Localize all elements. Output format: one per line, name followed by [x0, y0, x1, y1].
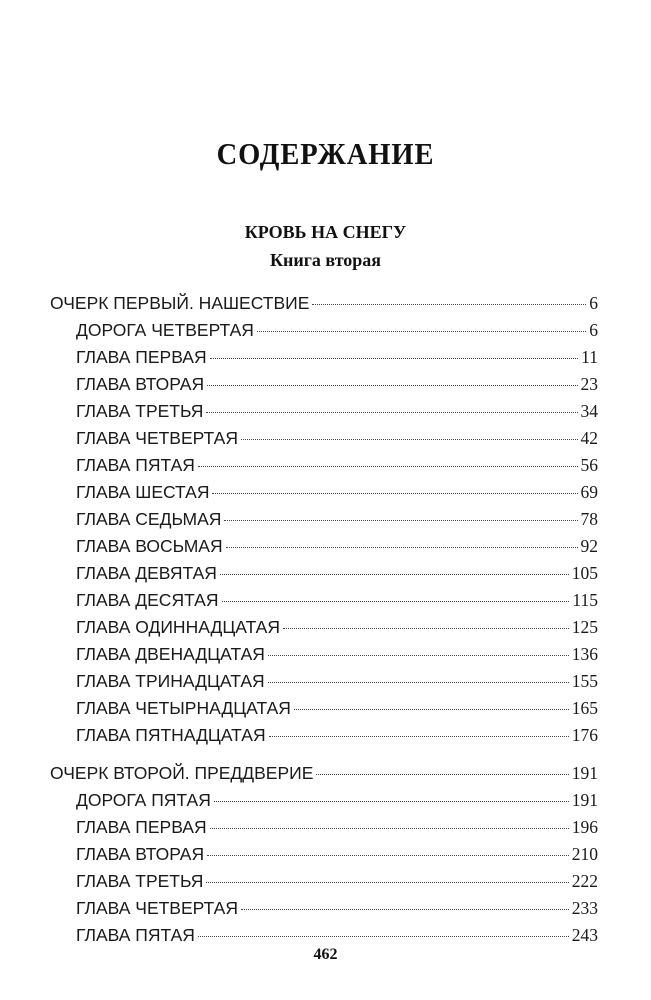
dot-leader	[312, 303, 586, 305]
toc-chapter-entry[interactable]	[50, 841, 598, 868]
dot-leader	[241, 908, 569, 910]
toc-entry-page: 165	[571, 698, 598, 718]
toc-entry-title: ГЛАВА ВТОРАЯ	[76, 844, 205, 864]
toc-chapter-entry[interactable]	[50, 425, 598, 452]
toc-chapter-entry[interactable]	[50, 868, 598, 895]
toc-chapter-entry[interactable]	[50, 722, 598, 749]
toc-chapter-entry[interactable]	[50, 587, 598, 614]
toc-entry-page: 69	[580, 482, 598, 502]
toc-chapter-entry[interactable]	[50, 895, 598, 922]
toc-chapter-entry[interactable]	[50, 814, 598, 841]
toc-entry-title: ОЧЕРК ВТОРОЙ. ПРЕДДВЕРИЕ	[50, 763, 314, 783]
toc-chapter-entry[interactable]	[50, 695, 598, 722]
dot-leader	[207, 854, 569, 856]
table-of-contents	[50, 290, 598, 949]
toc-entry-page: 136	[571, 644, 598, 664]
page-title: СОДЕРЖАНИЕ	[216, 136, 435, 171]
dot-leader	[198, 935, 569, 937]
toc-entry-title: ГЛАВА ЧЕТВЕРТАЯ	[76, 428, 238, 448]
toc-entry-page: 222	[571, 871, 598, 891]
toc-entry-page: 6	[589, 293, 598, 313]
toc-entry-title: ГЛАВА ВТОРАЯ	[76, 374, 205, 394]
toc-chapter-entry[interactable]	[50, 533, 598, 560]
toc-entry-title: ГЛАВА ДЕВЯТАЯ	[76, 563, 217, 583]
toc-entry-page: 196	[571, 817, 598, 837]
toc-part-entry[interactable]	[50, 290, 598, 317]
toc-chapter-entry[interactable]	[50, 614, 598, 641]
toc-chapter-entry[interactable]	[50, 371, 598, 398]
dot-leader	[207, 384, 577, 386]
toc-entry-page: 42	[580, 428, 598, 448]
toc-chapter-entry[interactable]	[50, 479, 598, 506]
toc-part-entry[interactable]	[50, 760, 598, 787]
toc-entry-page: 34	[580, 401, 598, 421]
dot-leader	[220, 573, 569, 575]
toc-chapter-entry[interactable]	[50, 922, 598, 949]
toc-entry-title: ГЛАВА ТРЕТЬЯ	[76, 871, 204, 891]
toc-entry-title: ГЛАВА ПЯТНАДЦАТАЯ	[76, 725, 266, 745]
toc-chapter-entry[interactable]	[50, 317, 598, 344]
toc-entry-title: ГЛАВА СЕДЬМАЯ	[76, 509, 222, 529]
dot-leader	[257, 330, 586, 332]
toc-entry-title: ГЛАВА ОДИННАДЦАТАЯ	[76, 617, 280, 637]
toc-entry-title: ГЛАВА ТРИНАДЦАТАЯ	[76, 671, 265, 691]
toc-entry-title: ОЧЕРК ПЕРВЫЙ. НАШЕСТВИЕ	[50, 293, 310, 313]
dot-leader	[198, 465, 578, 467]
toc-entry-page: 78	[580, 509, 598, 529]
toc-entry-page: 176	[571, 725, 598, 745]
toc-entry-title: ГЛАВА ПЕРВАЯ	[76, 817, 207, 837]
book-subtitle: Книга вторая	[269, 250, 382, 270]
dot-leader	[294, 708, 569, 710]
toc-chapter-entry[interactable]	[50, 344, 598, 371]
toc-entry-title: ГЛАВА ЧЕТЫРНАДЦАТАЯ	[76, 698, 291, 718]
toc-chapter-entry[interactable]	[50, 506, 598, 533]
toc-entry-page: 243	[571, 925, 598, 945]
toc-entry-page: 125	[571, 617, 598, 637]
toc-entry-page: 191	[571, 763, 598, 783]
toc-chapter-entry[interactable]	[50, 452, 598, 479]
toc-entry-page: 155	[571, 671, 598, 691]
dot-leader	[212, 492, 577, 494]
dot-leader	[214, 800, 569, 802]
toc-chapter-entry[interactable]	[50, 398, 598, 425]
toc-entry-title: ГЛАВА ВОСЬМАЯ	[76, 536, 223, 556]
toc-entry-page: 115	[572, 590, 598, 610]
dot-leader	[283, 627, 569, 629]
book-title: КРОВЬ НА СНЕГУ	[244, 222, 407, 242]
toc-chapter-entry[interactable]	[50, 787, 598, 814]
dot-leader	[226, 546, 578, 548]
dot-leader	[316, 773, 568, 775]
toc-entry-page: 105	[571, 563, 598, 583]
toc-chapter-entry[interactable]	[50, 641, 598, 668]
toc-entry-title: ГЛАВА ПЯТАЯ	[76, 925, 195, 945]
toc-entry-title: ГЛАВА ПЯТАЯ	[76, 455, 195, 475]
toc-entry-title: ГЛАВА ТРЕТЬЯ	[76, 401, 204, 421]
toc-entry-page: 233	[571, 898, 598, 918]
toc-entry-page: 23	[580, 374, 598, 394]
dot-leader	[206, 411, 577, 413]
page-number: 462	[313, 946, 338, 963]
dot-leader	[269, 735, 569, 737]
dot-leader	[241, 438, 578, 440]
toc-entry-page: 11	[581, 347, 598, 367]
toc-entry-page: 191	[571, 790, 598, 810]
toc-entry-title: ГЛАВА ПЕРВАЯ	[76, 347, 207, 367]
dot-leader	[224, 519, 577, 521]
toc-entry-title: ГЛАВА ДЕСЯТАЯ	[76, 590, 219, 610]
toc-entry-title: ГЛАВА ЧЕТВЕРТАЯ	[76, 898, 238, 918]
toc-entry-title: ГЛАВА ШЕСТАЯ	[76, 482, 210, 502]
toc-entry-page: 210	[571, 844, 598, 864]
toc-chapter-entry[interactable]	[50, 560, 598, 587]
toc-entry-page: 92	[580, 536, 598, 556]
dot-leader	[210, 357, 579, 359]
toc-entry-title: ГЛАВА ДВЕНАДЦАТАЯ	[76, 644, 265, 664]
dot-leader	[268, 654, 569, 656]
toc-entry-title: ДОРОГА ПЯТАЯ	[76, 790, 211, 810]
toc-entry-page: 6	[589, 320, 598, 340]
dot-leader	[222, 600, 570, 602]
dot-leader	[210, 827, 569, 829]
toc-entry-page: 56	[580, 455, 598, 475]
dot-leader	[268, 681, 569, 683]
toc-entry-title: ДОРОГА ЧЕТВЕРТАЯ	[76, 320, 254, 340]
dot-leader	[206, 881, 568, 883]
toc-chapter-entry[interactable]	[50, 668, 598, 695]
